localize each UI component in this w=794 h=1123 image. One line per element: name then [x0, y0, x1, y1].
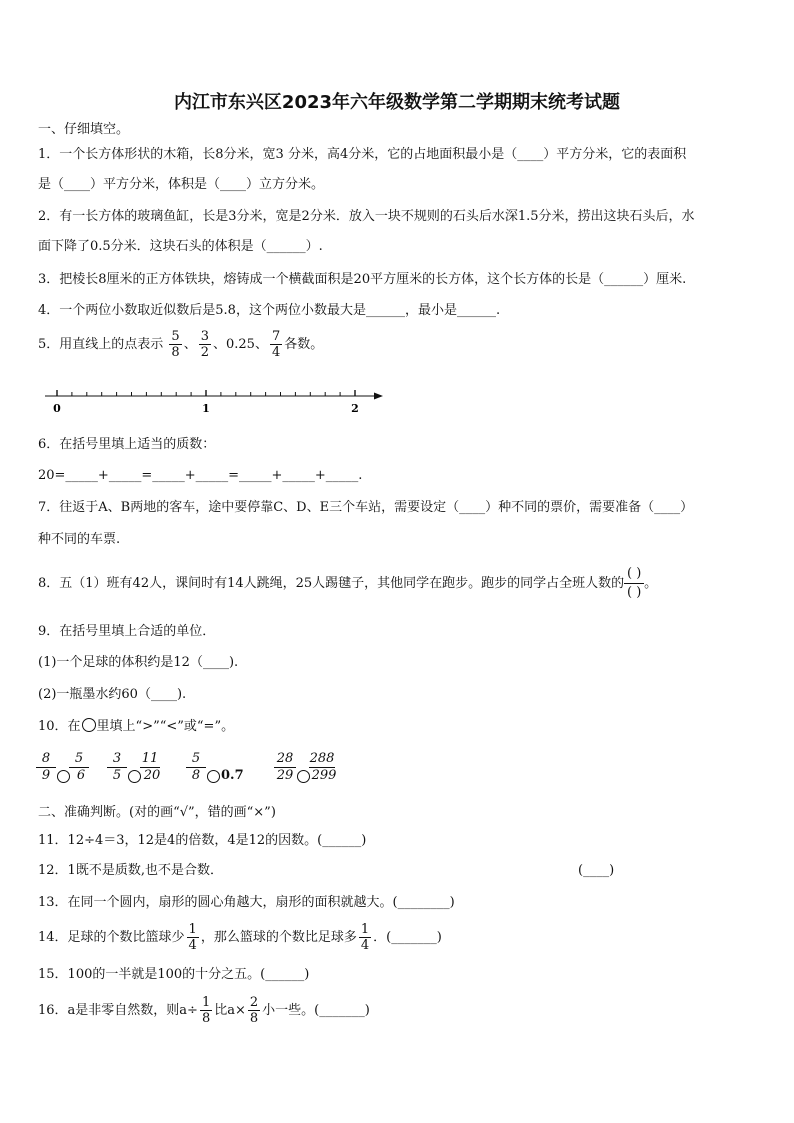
compare-item-2: 3 11 5 20: [107, 752, 162, 783]
section-1-heading: 一、仔细填空。: [38, 122, 130, 137]
compare-item-4: 28 288 29 299: [274, 752, 337, 783]
q12: 12．1既不是质数,也不是合数．: [38, 863, 223, 878]
q5-suffix: 各数。: [284, 337, 324, 352]
fraction-3-2: $\frac{3}{2}$: [200, 329, 209, 360]
q16: 16．a是非零自然数，则a÷ $\frac{1}{8}$ 比a× $\frac{2}{8}$ 小一些。(_______): [38, 995, 370, 1026]
q15: 15．100的一半就是100的十分之五。(______): [38, 967, 310, 982]
q11: 11．12÷4＝3，12是4的倍数，4是12的因数。(______): [38, 833, 367, 848]
q10-instruction: 10．在 里填上“>”“<”或“=”。: [38, 719, 235, 734]
q8-text: 8．五（1）班有42人，课间时有14人跳绳，25人踢毽子，其他同学在跑步。跑步的同学占全班人数的: [38, 576, 625, 591]
q9-line-3: (2)一瓶墨水约60（____).: [38, 687, 187, 702]
compare-item-1: 8 5 9 6: [36, 752, 91, 783]
fraction-1-4: $\frac{1}{4}$: [188, 922, 197, 953]
number-line-label-1: 1: [202, 402, 210, 415]
q7-line-1: 7．往返于A、B两地的客车，途中要停靠C、D、E三个车站，需要设定（____）种不同的票价，需要准备（____）: [38, 500, 694, 515]
compare-circle-icon[interactable]: [57, 770, 70, 783]
compare-circle-icon[interactable]: [297, 770, 310, 783]
blank-fraction: ( ) ( ): [624, 567, 644, 600]
q13: 13．在同一个圆内，扇形的圆心角越大，扇形的面积就越大。(________): [38, 895, 455, 910]
q5-prefix: 5．用直线上的点表示: [38, 337, 164, 352]
compare-circle-icon[interactable]: [207, 770, 220, 783]
compare-item-3: 5 8 0.7: [186, 752, 244, 783]
q1-line-2: 是（____）平方分米，体积是（____）立方分米。: [38, 177, 325, 192]
q8: 8．五（1）班有42人，课间时有14人跳绳，25人踢毽子，其他同学在跑步。跑步的同学占全班人数的 ( ) ( ) 。: [38, 566, 658, 600]
q5: 5．用直线上的点表示 $\frac{5}{8}$ 、 $\frac{3}{2}$ 、0.25、 $\frac{7}{4}$ 各数。: [38, 329, 324, 360]
q6-line-2: 20=_____+_____=_____+_____=_____+_____+_____.: [38, 468, 363, 483]
q14: 14．足球的个数比篮球少 $\frac{1}{4}$ ，那么篮球的个数比足球多 $\frac{1}{4}$ ．(_______): [38, 922, 442, 953]
fraction-2-8: $\frac{2}{8}$: [249, 995, 259, 1026]
q6-line-1: 6．在括号里填上适当的质数：: [38, 437, 216, 452]
compare-circle-icon[interactable]: [128, 770, 141, 783]
q5-mid: 、0.25、: [213, 337, 268, 352]
q7-line-2: 种不同的车票.: [38, 532, 121, 547]
q4: 4．一个两位小数取近似数后是5.8，这个两位小数最大是______，最小是______.: [38, 303, 501, 318]
circle-icon: [82, 718, 96, 732]
q9-line-1: 9．在括号里填上合适的单位．: [38, 624, 216, 639]
fraction-1-4: $\frac{1}{4}$: [360, 922, 370, 953]
q12-answer-blank[interactable]: (____): [578, 863, 615, 878]
number-line: [40, 384, 390, 418]
fraction-1-8: $\frac{1}{8}$: [201, 995, 211, 1026]
page-title: 内江市东兴区2023年六年级数学第二学期期末统考试题: [173, 92, 621, 113]
q2-line-2: 面下降了0.5分米．这块石头的体积是（______）.: [38, 239, 323, 254]
section-2-heading: 二、准确判断。(对的画“√”，错的画“×”): [38, 805, 276, 820]
q9-line-2: (1)一个足球的体积约是12（____).: [38, 655, 239, 670]
fraction-5-8: $\frac{5}{8}$: [171, 329, 180, 360]
q3: 3．把棱长8厘米的正方体铁块，熔铸成一个横截面积是20平方厘米的长方体，这个长方体的长是（______）厘米.: [38, 272, 687, 287]
number-line-label-0: 0: [53, 402, 61, 415]
number-line-label-2: 2: [351, 402, 359, 415]
fraction-7-4: $\frac{7}{4}$: [271, 329, 281, 360]
q2-line-1: 2．有一长方体的玻璃鱼缸，长是3分米，宽是2分米．放入一块不规则的石头后水深1.5分米，捞出这块石头后，水: [38, 209, 695, 224]
q1-line-1: 1．一个长方体形状的木箱，长8分米，宽3 分米，高4分米，它的占地面积最小是（____）平方分米，它的表面积: [38, 147, 687, 162]
